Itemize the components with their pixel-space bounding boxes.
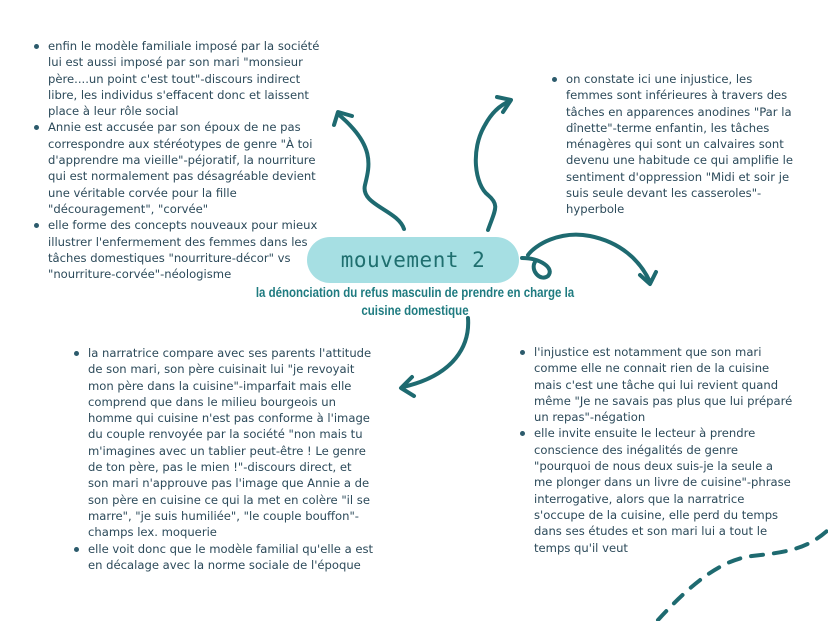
list-item: la narratrice compare avec ses parents l'attitude de son mari, son père cuisinait lui "je revoyait mon père dans la cuisine"-imparfait mais elle comprend que dans le milieu bourgeois un homme qui cuisine n'est pas conforme à l'image du couple renvoyée par la société "non mais tu m'imagines avec un tablier peut-être ! Le genre de ton père, pas le mien !"-discours direct, et son mari n'approuve pas l'image que Annie a de son père en cuisine ce qui la met en colère "il se marre", "je suis humiliée", "le couple bouffon"-champs lex. moquerie	[74, 345, 374, 541]
top-left-notes	[34, 38, 324, 282]
bottom-left-notes	[74, 345, 374, 573]
center-subtitle: la dénonciation du refus masculin de prendre en charge la cuisine domestique	[255, 284, 575, 318]
list-item: Annie est accusée par son époux de ne pas correspondre aux stéréotypes de genre "À toi d'apprendre ma vieille"-péjoratif, la nourriture qui est normalement pas désagréable devient une véritable corvée pour la fille "découragement", "corvée"	[34, 119, 324, 217]
arrow-top-right	[476, 101, 510, 230]
list-item: elle voit donc que le modèle familial qu'elle a est en décalage avec la norme sociale de l'époque	[74, 541, 374, 574]
list-item: l'injustice est notamment que son mari comme elle ne connait rien de la cuisine mais c'est une tâche qui lui revient quand même "Je ne savais pas plus que lui préparé un repas"-négation	[520, 344, 795, 425]
center-title: mouvement 2	[340, 248, 486, 272]
arrow-top-left	[338, 114, 404, 229]
list-item: elle invite ensuite le lecteur à prendre conscience des inégalités de genre "pourquoi de nous deux suis-je la seule a me plonger dans un livre de cuisine"-phrase interrogative, alors que la narratrice s'occupe de la cuisine, elle perd du temps dans ses études et son mari lui a tout le temps qu'il veut	[520, 425, 795, 555]
list-item: elle forme des concepts nouveaux pour mieux illustrer l'enfermement des femmes dans les tâches domestiques "nourriture-décor" vs "nourriture-corvée"-néologisme	[34, 217, 324, 282]
top-right-notes	[552, 71, 802, 218]
list-item: enfin le modèle familiale imposé par la société lui est aussi imposé par son mari "monsieur père....un point c'est tout"-discours indirect libre, les individus s'effacent donc et laissent place à leur rôle social	[34, 38, 324, 119]
bottom-right-notes	[520, 344, 795, 556]
arrow-right-curl	[522, 258, 550, 278]
list-item: on constate ici une injustice, les femmes sont inférieures à travers des tâches en apparences anodines "Par la dînette"-terme enfantin, les tâches ménagères qui sont un calvaires sont devenu une habitude ce qui amplifie le sentiment d'oppression "Midi et soir je suis seule devant les casseroles"-hyperbole	[552, 71, 802, 218]
